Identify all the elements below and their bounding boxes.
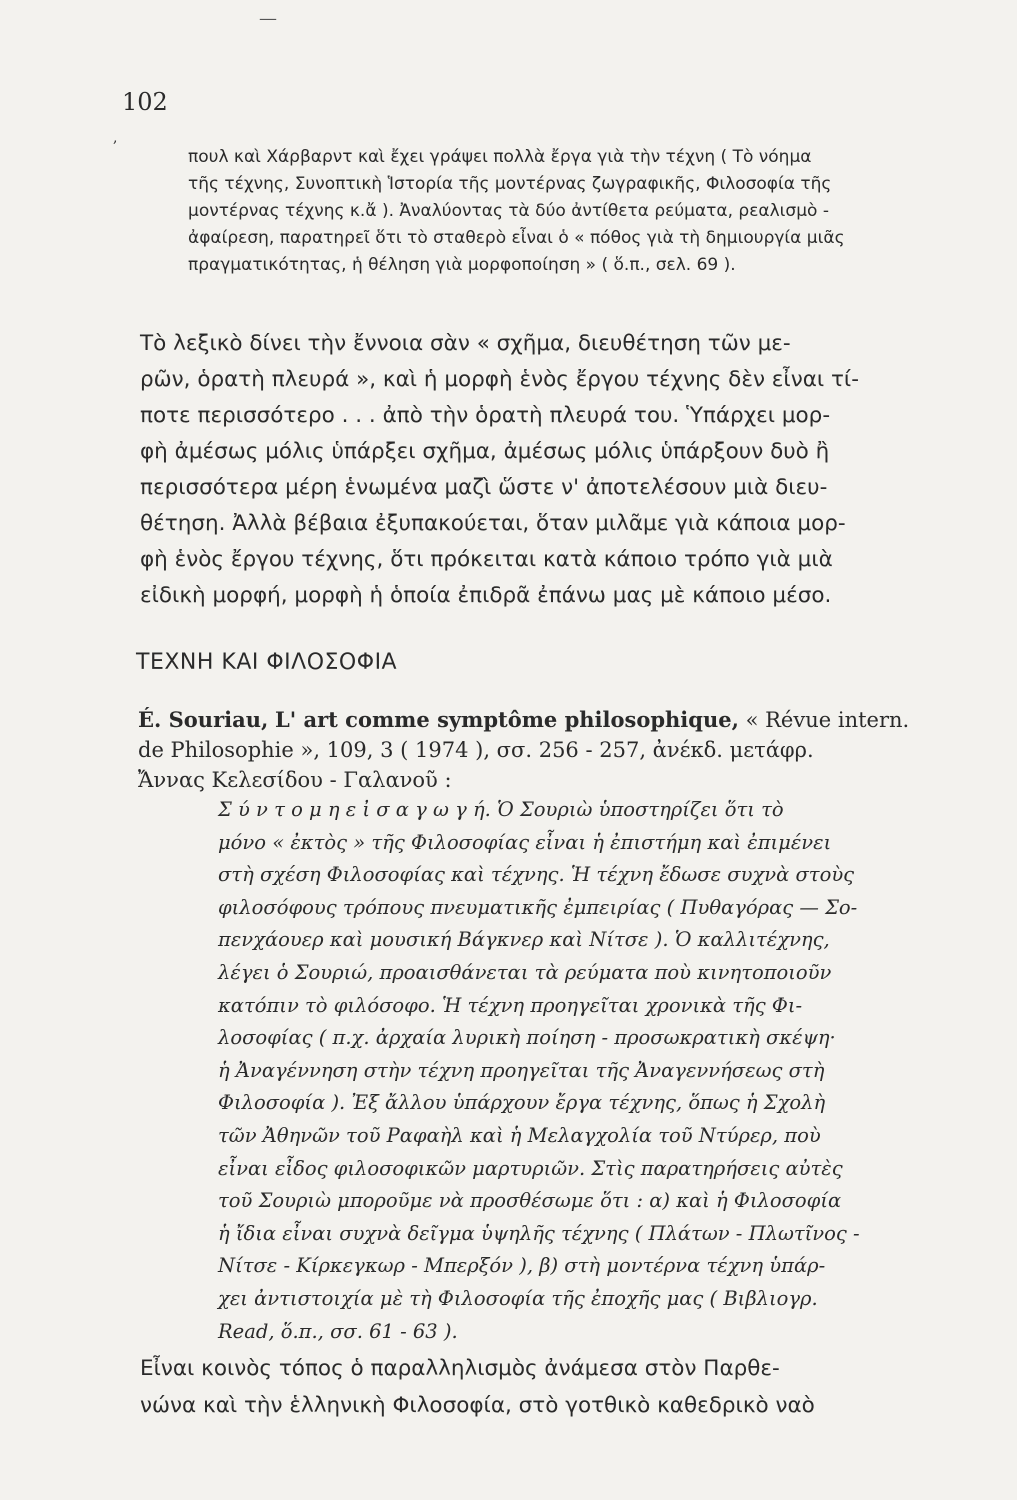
reference-journal: « Révue intern. — [745, 708, 910, 732]
paragraph-line: περισσότερα μέρη ἑνωμένα μαζὶ ὥστε ν' ἀποτελέσουν μιὰ διευ- — [140, 475, 828, 500]
excerpt-line: ἡ ἴδια εἶναι συχνὰ δεῖγμα ὑψηλῆς τέχνης ( Πλάτων - Πλωτῖνος - — [218, 1221, 860, 1245]
excerpt-line: λοσοφίας ( π.χ. ἀρχαία λυρικὴ ποίηση - προσωκρατικὴ σκέψη· — [218, 1026, 836, 1050]
excerpt-line: μόνο « ἐκτὸς » τῆς Φιλοσοφίας εἶναι ἡ ἐπιστήμη καὶ ἐπιμένει — [218, 830, 832, 854]
excerpt-line: Φιλοσοφία ). Ἐξ ἄλλου ὑπάρχουν ἔργα τέχνης, ὅπως ἡ Σχολὴ — [218, 1091, 826, 1115]
section-heading: ΤΕΧΝΗ ΚΑΙ ΦΙΛΟΣΟΦΙΑ — [136, 650, 398, 675]
paragraph-line: φὴ ἀμέσως μόλις ὑπάρξει σχῆμα, ἀμέσως μόλις ὑπάρξουν δυὸ ἢ — [140, 439, 830, 464]
reference-line: de Philosophie », 109, 3 ( 1974 ), σσ. 256 - 257, ἀνέκδ. μετάφρ. — [138, 738, 814, 762]
excerpt-line: Σ ύ ν τ ο μ η ε ἰ σ α γ ω γ ή. Ὁ Σουριὼ ὑποστηρίζει ὅτι τὸ — [218, 798, 784, 821]
excerpt-line: λέγει ὁ Σουριώ, προαισθάνεται τὰ ρεύματα ποὺ κινητοποιοῦν — [218, 960, 832, 984]
excerpt-line: πενχάουερ καὶ μουσική Βάγκνερ καὶ Νίτσε ). Ὁ καλλιτέχνης, — [218, 928, 830, 952]
footnote-line: πουλ καὶ Χάρβαρντ καὶ ἔχει γράψει πολλὰ ἔργα γιὰ τὴν τέχνη ( Τὸ νόημα — [188, 147, 812, 167]
paragraph-line: ποτε περισσότερο . . . ἀπὸ τὴν ὁρατὴ πλευρά του. Ὑπάρχει μορ- — [140, 403, 831, 428]
excerpt-line: εἶναι εἶδος φιλοσοφικῶν μαρτυριῶν. Στὶς παρατηρήσεις αὐτὲς — [218, 1156, 843, 1180]
footnote — [188, 144, 968, 279]
reference-author: É. Souriau, — [138, 707, 269, 732]
top-dash-mark: — — [259, 8, 277, 29]
excerpt-line: στὴ σχέση Φιλοσοφίας καὶ τέχνης. Ἡ τέχνη ἔδωσε συχνὰ στοὺς — [218, 863, 855, 887]
paragraph-line: θέτηση. Ἀλλὰ βέβαια ἐξυπακούεται, ὅταν μιλᾶμε γιὰ κάποια μορ- — [140, 511, 846, 536]
footnote-line: τῆς τέχνης, Συνοπτικὴ Ἱστορία τῆς μοντέρνας ζωγραφικῆς, Φιλοσοφία τῆς — [188, 174, 832, 194]
paragraph-line: ρῶν, ὁρατὴ πλευρά », καὶ ἡ μορφὴ ἑνὸς ἔργου τέχνης δὲν εἶναι τί- — [140, 367, 859, 392]
bibliographic-reference — [138, 705, 988, 795]
reference-line — [138, 705, 988, 735]
reference-title: L' art comme symptôme philosophique, — [274, 707, 739, 732]
excerpt-line: τοῦ Σουριὼ μποροῦμε νὰ προσθέσωμε ὅτι : α) καὶ ἡ Φιλοσοφία — [218, 1189, 842, 1213]
paragraph-line: φὴ ἑνὸς ἔργου τέχνης, ὅτι πρόκειται κατὰ κάποιο τρόπο γιὰ μιὰ — [140, 547, 833, 572]
paragraph-line: Τὸ λεξικὸ δίνει τὴν ἔννοια σὰν « σχῆμα, διευθέτηση τῶν με- — [140, 331, 791, 356]
footnote-line: πραγματικότητας, ἡ θέληση γιὰ μορφοποίηση » ( ὅ.π., σελ. 69 ). — [188, 255, 736, 275]
closing-line: νώνα καὶ τὴν ἑλληνικὴ Φιλοσοφία, στὸ γοτθικὸ καθεδρικὸ ναὸ — [140, 1393, 815, 1418]
margin-mark: , — [113, 130, 118, 146]
page-number: 102 — [122, 88, 168, 116]
excerpt-line: χει ἀντιστοιχία μὲ τὴ Φιλοσοφία τῆς ἐποχῆς μας ( Βιβλιογρ. — [218, 1286, 818, 1310]
excerpt-line: ἡ Ἀναγέννηση στὴν τέχνη προηγεῖται τῆς Ἀναγεννήσεως στὴ — [218, 1058, 825, 1082]
paragraph-line: εἰδικὴ μορφή, μορφὴ ἡ ὁποία ἐπιδρᾶ ἐπάνω μας μὲ κάποιο μέσο. — [140, 583, 832, 608]
excerpt-line: κατόπιν τὸ φιλόσοφο. Ἡ τέχνη προηγεῖται χρονικὰ τῆς Φι- — [218, 993, 803, 1017]
closing-line: Εἶναι κοινὸς τόπος ὁ παραλληλισμὸς ἀνάμεσα στὸν Παρθε- — [140, 1356, 780, 1381]
reference-line: Ἄννας Κελεσίδου - Γαλανοῦ : — [138, 768, 452, 792]
excerpt-line: Read, ὅ.π., σσ. 61 - 63 ). — [218, 1319, 458, 1343]
footnote-line: μοντέρνας τέχνης κ.ἄ ). Ἀναλύοντας τὰ δύο ἀντίθετα ρεύματα, ρεαλισμὸ - — [188, 201, 829, 221]
excerpt-line: Νίτσε - Κίρκεγκωρ - Μπερξόν ), β) στὴ μοντέρνα τέχνη ὑπάρ- — [218, 1254, 826, 1278]
main-paragraph — [140, 326, 990, 614]
footnote-line: ἀφαίρεση, παρατηρεῖ ὅτι τὸ σταθερὸ εἶναι ὁ « πόθος γιὰ τὴ δημιουργία μιᾶς — [188, 228, 845, 248]
excerpt-line: φιλοσόφους τρόπους πνευματικῆς ἐμπειρίας ( Πυθαγόρας — Σο- — [218, 895, 858, 919]
excerpt-line: τῶν Ἀθηνῶν τοῦ Ραφαὴλ καὶ ἡ Μελαγχολία τοῦ Ντύρερ, ποὺ — [218, 1123, 821, 1147]
translated-excerpt — [218, 794, 998, 1348]
closing-paragraph — [140, 1350, 990, 1424]
